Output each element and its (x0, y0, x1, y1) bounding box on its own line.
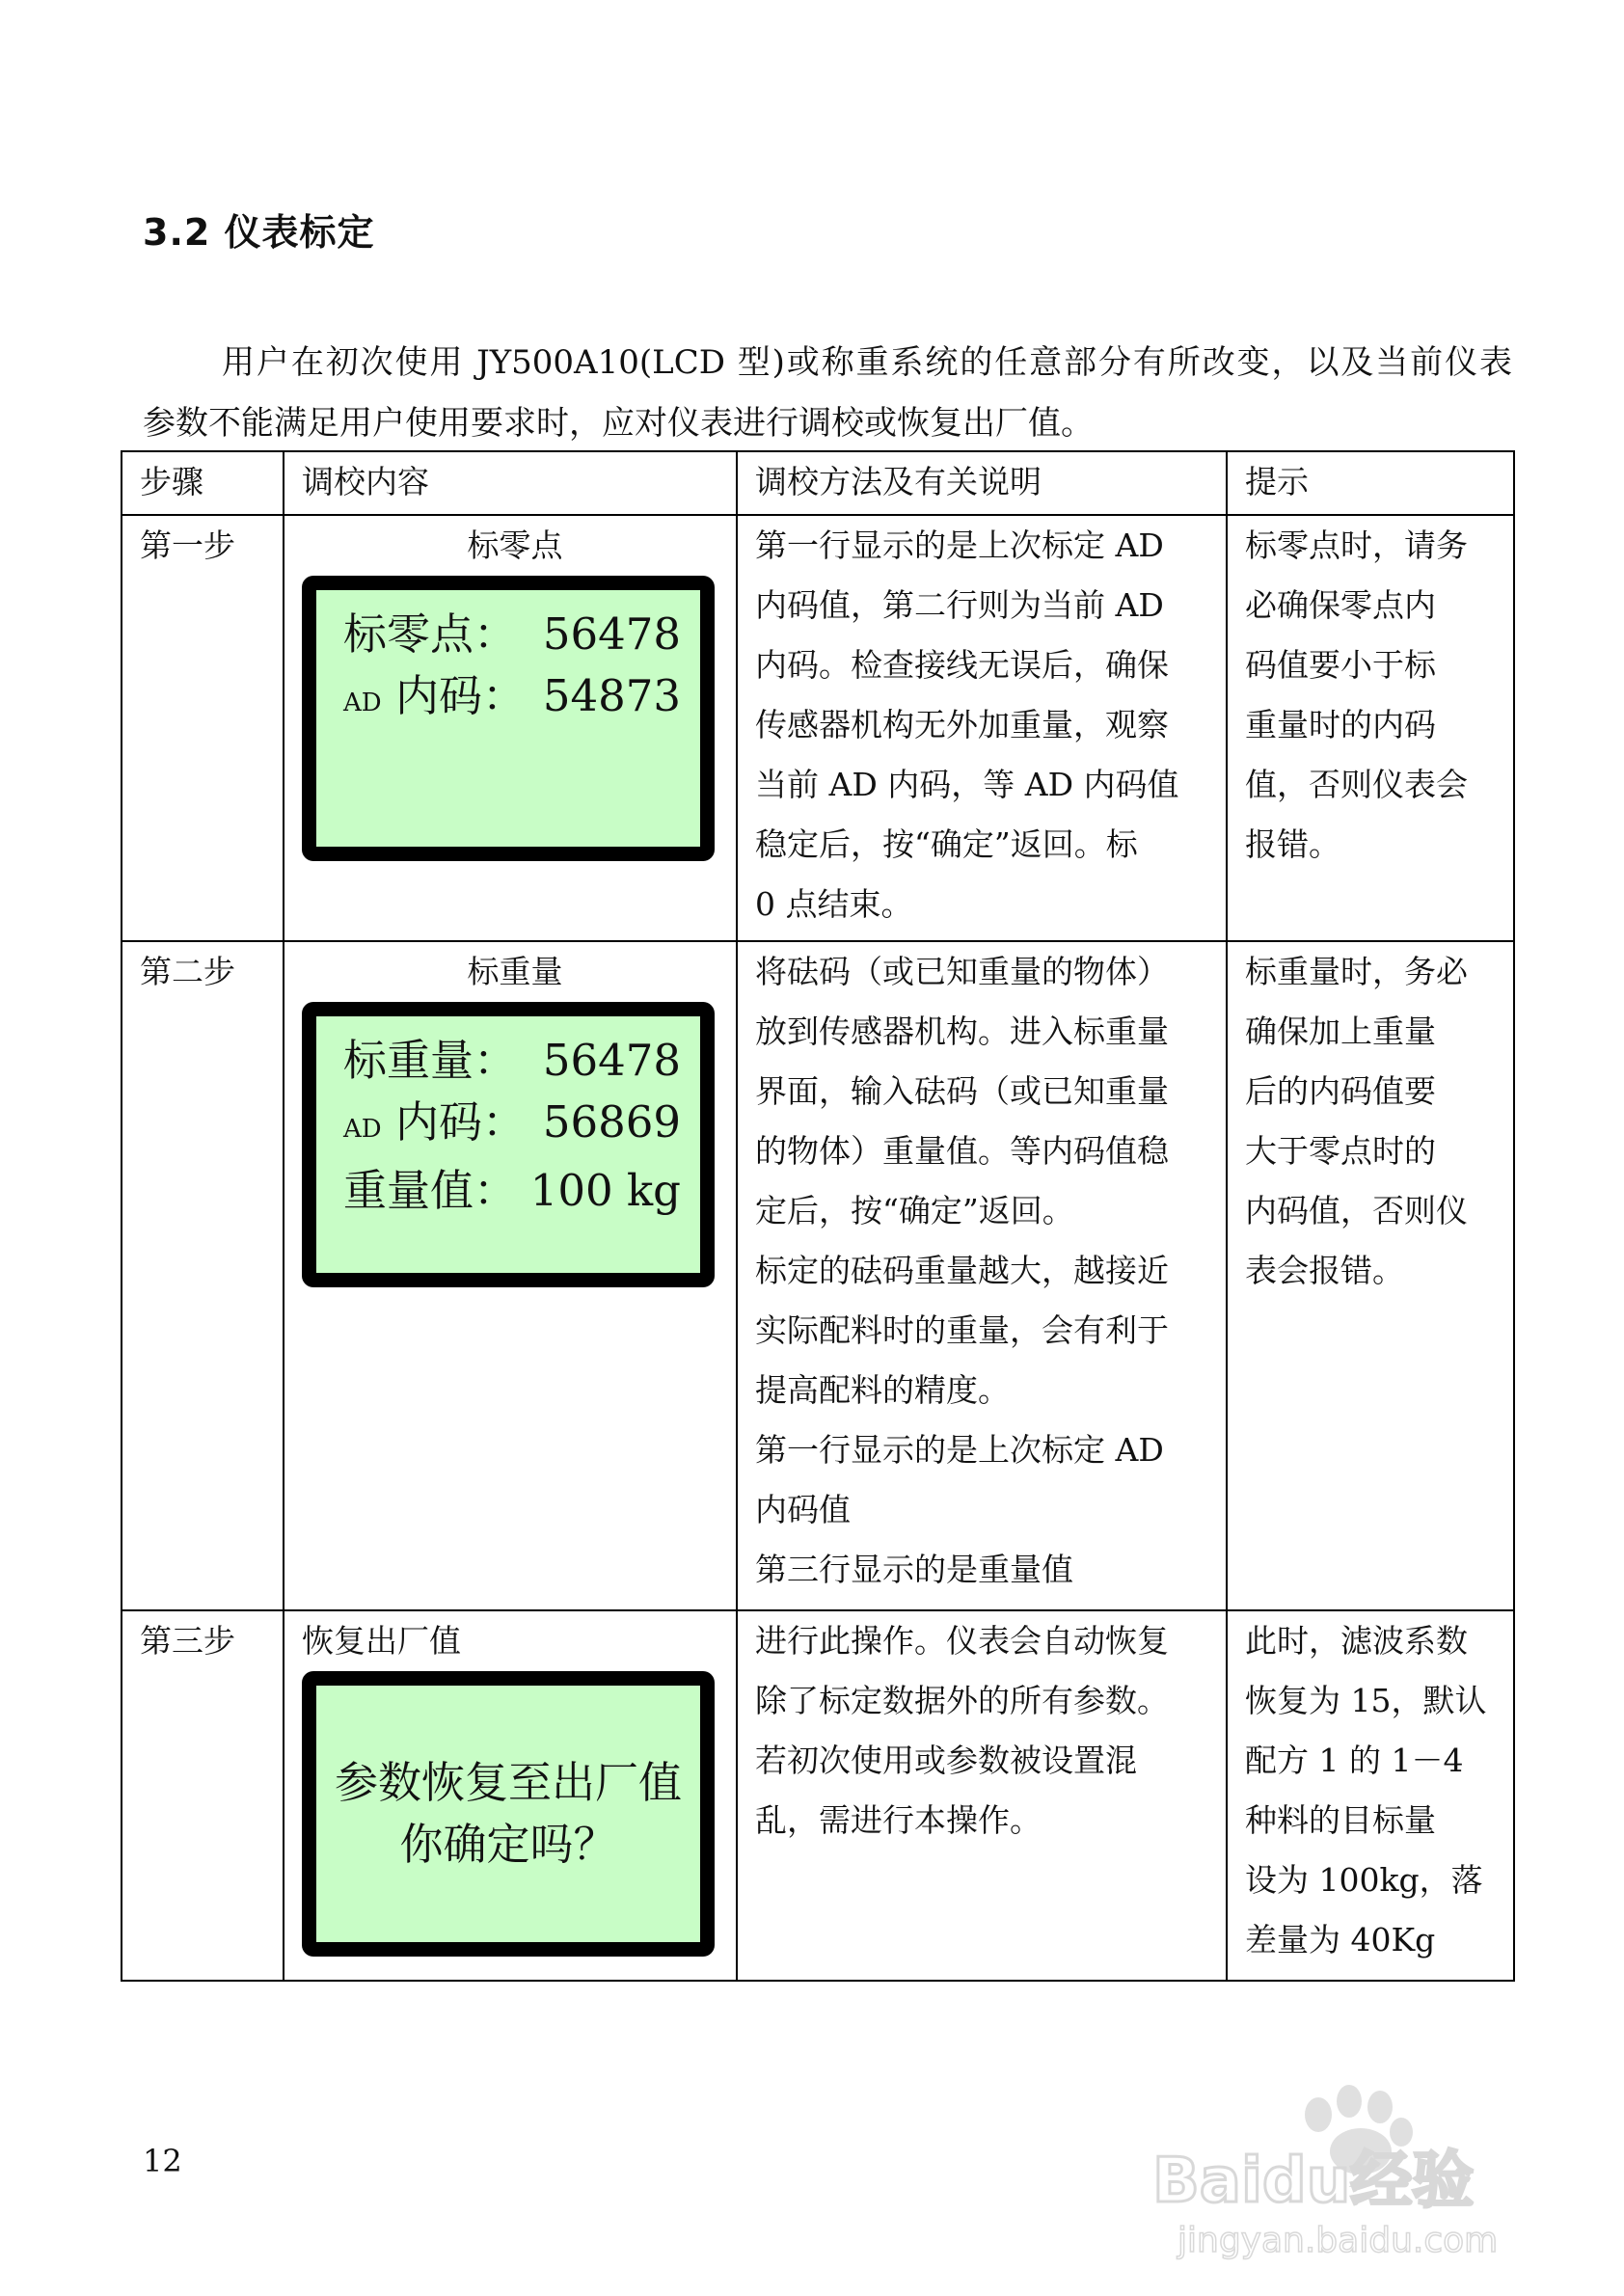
tip-cell (1227, 1610, 1514, 1981)
lcd-message-line: 你确定吗？ (399, 1819, 617, 1870)
calibration-table (121, 450, 1515, 1982)
tip-line: 确保加上重量 (1245, 1013, 1436, 1050)
intro-line-2: 参数不能满足用户使用要求时，应对仪表进行调校或恢复出厂值。 (143, 404, 1094, 443)
method-cell (737, 1610, 1227, 1981)
method-line: 定后，按“确定”返回。 (755, 1192, 1074, 1229)
lcd-line (343, 604, 681, 665)
table-row (122, 515, 1514, 941)
tip-line: 恢复为 15，默认 (1245, 1682, 1487, 1719)
baidu-jingyan-watermark (1143, 2068, 1548, 2261)
lcd-label: AD 内码： (343, 1096, 526, 1148)
tip-line: 内码值，否则仪 (1245, 1192, 1468, 1229)
tip-line: 后的内码值要 (1245, 1072, 1436, 1110)
lcd-line (343, 1092, 681, 1160)
tip-line: 差量为 40Kg (1245, 1921, 1436, 1958)
lcd-label: 标重量： (343, 1035, 518, 1086)
content-title: 恢复出厂值 (302, 1622, 461, 1660)
watermark-brand: Baidu经验 (1152, 2146, 1475, 2217)
table-header-row (122, 451, 1514, 515)
method-line: 当前 AD 内码，等 AD 内码值 (755, 766, 1179, 803)
lcd-line (343, 1030, 681, 1092)
header-method: 调校方法及有关说明 (737, 451, 1227, 515)
page-number: 12 (143, 2143, 182, 2179)
header-tip: 提示 (1227, 451, 1514, 515)
tip-line: 标重量时，务必 (1245, 953, 1468, 990)
method-line: 第一行显示的是上次标定 AD (755, 1431, 1164, 1469)
intro-paragraph (143, 333, 1512, 454)
section-heading: 3.2 仪表标定 (143, 211, 375, 254)
lcd-line (343, 665, 681, 734)
lcd-value: 56478 (542, 608, 681, 660)
content-cell (284, 941, 737, 1610)
content-title: 标重量 (467, 953, 563, 990)
step-label: 第二步 (122, 941, 284, 1610)
method-line: 将砝码（或已知重量的物体） (755, 953, 1169, 990)
method-line: 放到传感器机构。进入标重量 (755, 1013, 1169, 1050)
watermark-url: jingyan.baidu.com (1177, 2221, 1499, 2260)
method-line: 0 点结束。 (755, 885, 913, 923)
method-line: 实际配料时的重量，会有利于 (755, 1311, 1169, 1349)
lcd-label: 重量值： (343, 1165, 518, 1216)
tip-line: 标零点时，请务 (1245, 527, 1468, 564)
lcd-display (302, 1671, 715, 1957)
method-line: 传感器机构无外加重量，观察 (755, 706, 1169, 743)
lcd-value: 54873 (542, 670, 681, 721)
header-step: 步骤 (122, 451, 284, 515)
tip-cell (1227, 515, 1514, 941)
tip-line: 种料的目标量 (1245, 1801, 1436, 1839)
tip-line: 大于零点时的 (1245, 1132, 1436, 1170)
method-line: 内码值 (755, 1491, 851, 1528)
tip-line: 表会报错。 (1245, 1252, 1404, 1289)
table-row (122, 941, 1514, 1610)
tip-line: 码值要小于标 (1245, 646, 1436, 684)
method-line: 内码值，第二行则为当前 AD (755, 586, 1164, 624)
method-line: 乱，需进行本操作。 (755, 1801, 1042, 1839)
lcd-value: 56869 (542, 1096, 681, 1148)
lcd-message-line: 参数恢复至出厂值 (334, 1757, 682, 1808)
tip-line: 配方 1 的 1－4 (1245, 1742, 1464, 1779)
tip-line: 重量时的内码 (1245, 706, 1436, 743)
method-line: 第一行显示的是上次标定 AD (755, 527, 1164, 564)
step-label: 第一步 (122, 515, 284, 941)
tip-cell (1227, 941, 1514, 1610)
lcd-label: AD 内码： (343, 670, 526, 721)
tip-line: 必确保零点内 (1245, 586, 1436, 624)
step-label: 第三步 (122, 1610, 284, 1981)
method-line: 内码。检查接线无误后，确保 (755, 646, 1169, 684)
lcd-line (343, 1160, 681, 1222)
tip-line: 值，否则仪表会 (1245, 766, 1468, 803)
tip-line: 此时，滤波系数 (1245, 1622, 1468, 1660)
method-line: 若初次使用或参数被设置混 (755, 1742, 1137, 1779)
header-content: 调校内容 (284, 451, 737, 515)
content-cell (284, 1610, 737, 1981)
method-cell (737, 515, 1227, 941)
method-line: 的物体）重量值。等内码值稳 (755, 1132, 1169, 1170)
tip-line: 报错。 (1245, 825, 1340, 863)
table-row (122, 1610, 1514, 1981)
content-cell (284, 515, 737, 941)
method-line: 进行此操作。仪表会自动恢复 (755, 1622, 1169, 1660)
tip-line: 设为 100kg，落 (1245, 1861, 1483, 1899)
intro-line-1: 用户在初次使用 JY500A10(LCD 型)或称重系统的任意部分有所改变，以及当前仪表 (222, 343, 1512, 382)
method-line: 提高配料的精度。 (755, 1371, 1010, 1409)
method-cell (737, 941, 1227, 1610)
method-line: 稳定后，按“确定”返回。标 (755, 825, 1138, 863)
method-line: 标定的砝码重量越大，越接近 (755, 1252, 1169, 1289)
lcd-value: 100 kg (529, 1165, 681, 1216)
lcd-value: 56478 (542, 1035, 681, 1086)
content-title: 标零点 (467, 527, 563, 564)
method-line: 第三行显示的是重量值 (755, 1551, 1073, 1588)
lcd-display (302, 576, 715, 861)
method-line: 除了标定数据外的所有参数。 (755, 1682, 1169, 1719)
method-line: 界面，输入砝码（或已知重量 (755, 1072, 1169, 1110)
lcd-display (302, 1002, 715, 1287)
lcd-label: 标零点： (343, 608, 518, 660)
